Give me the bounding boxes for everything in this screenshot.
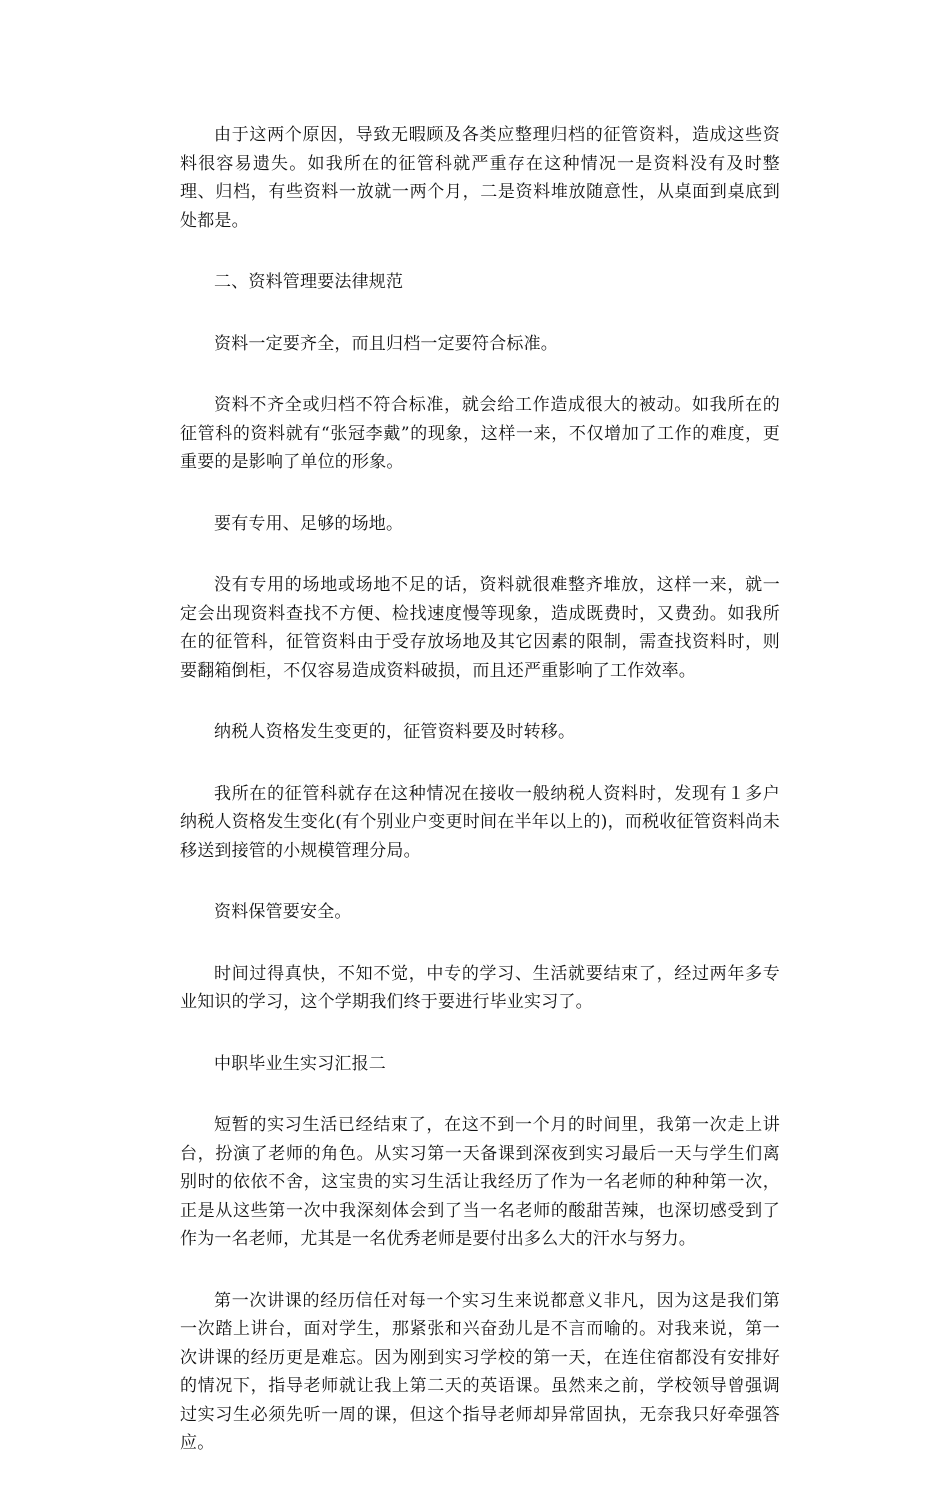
document-body [180, 121, 780, 1491]
paragraph-taxpayer-status-change: 纳税人资格发生变更的，征管资料要及时转移。 [214, 722, 576, 742]
paragraph-safe-storage: 资料保管要安全。 [214, 902, 352, 922]
paragraph-dedicated-space: 要有专用、足够的场地。 [214, 513, 404, 534]
paragraph-short-internship: 短暂的实习生活已经结束了，在这不到一个月的时间里，我第一次走上讲台，扮演了老师的角色。从实习第一天备课到深夜到实习最后一天与学生们离别时的依依不舍，这宝贵的实习生活让我经历了作为一名老师的种种第一次，正是从这些第一次中我深刻体会到了当一名老师的酸甜苦辣，也深切感受到了作为一名老师，尤其是一名优秀老师是要付出多么大的汗水与努力。 [180, 1115, 780, 1249]
paragraph-first-lesson: 第一次讲课的经历信任对每一个实习生来说都意义非凡，因为这是我们第一次踏上讲台，面对学生，那紧张和兴奋劲儿是不言而喻的。对我来说，第一次讲课的经历更是难忘。因为刚到实习学校的第一天，在连住宿都没有安排好的情况下，指导老师就让我上第二天的英语课。虽然来之前，学校领导曾强调过实习生必须先听一周的课，但这个指导老师却异常固执，无奈我只好牵强答应。 [180, 1290, 780, 1453]
paragraph-graduation-internship: 时间过得真快，不知不觉，中专的学习、生活就要结束了，经过两年多专业知识的学习，这个学期我们终于要进行毕业实习了。 [180, 963, 780, 1012]
paragraph-space-shortage: 没有专用的场地或场地不足的话，资料就很难整齐堆放，这样一来，就一定会出现资料查找不方便、检找速度慢等现象，造成既费时，又费劲。如我所在的征管科，征管资料由于受存放场地及其它因素的限制，需查找资料时，则要翻箱倒柜，不仅容易造成资料破损，而且还严重影响了工作效率。 [180, 575, 780, 681]
paragraph-transfer-delay: 我所在的征管科就存在这种情况在接收一般纳税人资料时，发现有１多户纳税人资格发生变化(有个别业户变更时间在半年以上的)，而税收征管资料尚未移送到接管的小规模管理分局。 [180, 783, 780, 861]
paragraph-complete-files: 资料一定要齐全，而且归档一定要符合标准。 [214, 333, 558, 354]
paragraph-incomplete-files-impact: 资料不齐全或归档不符合标准，就会给工作造成很大的被动。如我所在的征管科的资料就有“张冠李戴”的现象，这样一来，不仅增加了工作的难度，更重要的是影响了单位的形象。 [180, 395, 780, 472]
section-heading-legal-standards: 二、资料管理要法律规范 [214, 272, 404, 292]
paragraph-reasons-lost-files: 由于这两个原因，导致无暇顾及各类应整理归档的征管资料，造成这些资料很容易遗失。如我所在的征管科就严重存在这种情况一是资料没有及时整理、归档，有些资料一放就一两个月，二是资料堆放随意性，从桌面到桌底到处都是。 [180, 125, 780, 231]
section-heading-report-two: 中职毕业生实习汇报二 [214, 1053, 386, 1074]
